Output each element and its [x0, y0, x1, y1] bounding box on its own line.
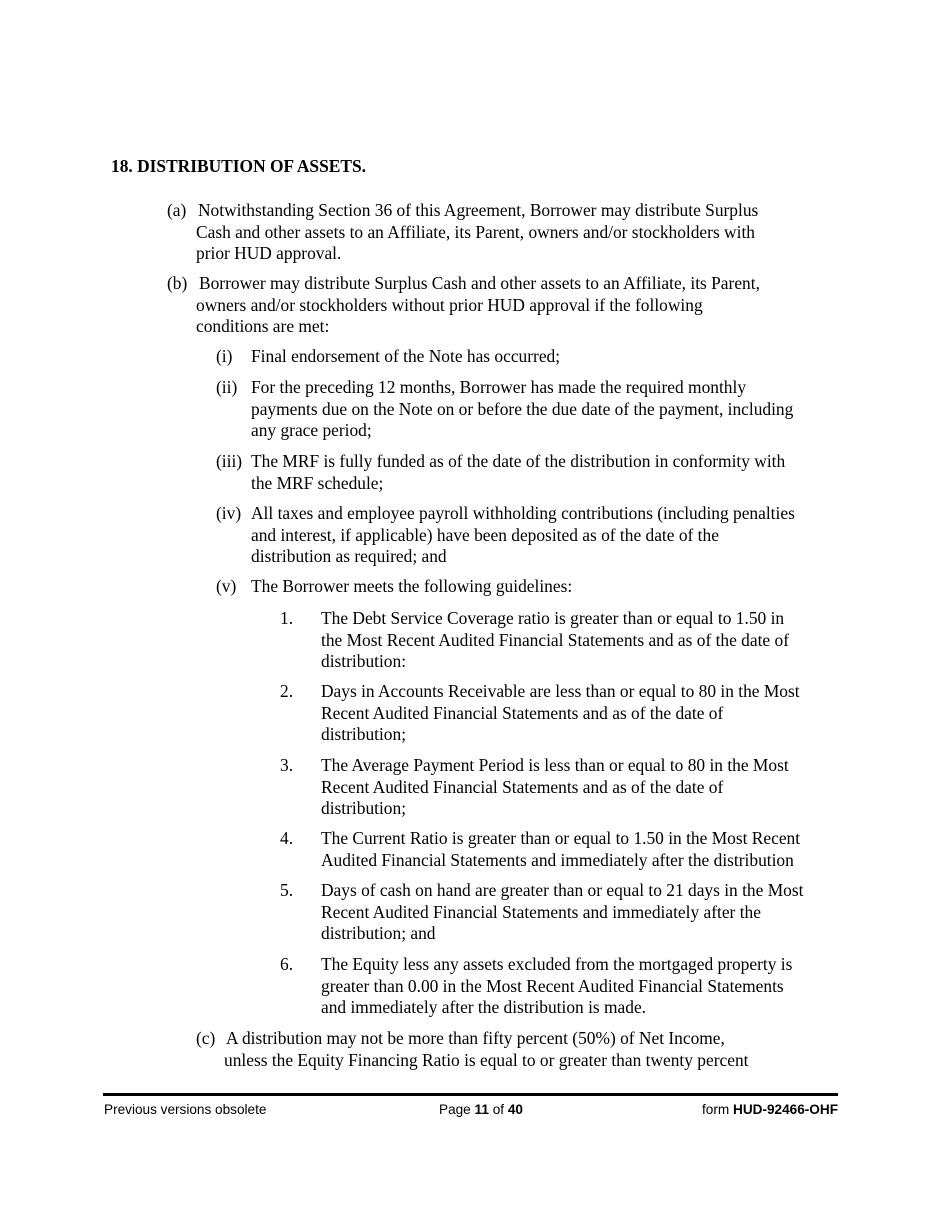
section-heading: 18. DISTRIBUTION OF ASSETS.: [111, 156, 366, 176]
para-b: [196, 273, 760, 338]
para-a-line: prior HUD approval.: [196, 243, 342, 264]
guideline-line: Audited Financial Statements and immediately after the distribution: [321, 849, 794, 870]
guideline-line: distribution;: [321, 724, 407, 745]
guideline-item: [321, 681, 800, 746]
condition-line: distribution as required; and: [251, 546, 447, 567]
condition-marker: (ii): [216, 377, 238, 397]
page-number: [439, 1101, 523, 1118]
para-a-line: Notwithstanding Section 36 of this Agreement, Borrower may distribute Surplus: [198, 200, 759, 220]
para-c-line: A distribution may not be more than fifty percent (50%) of Net Income,: [226, 1028, 725, 1048]
para-c-line: unless the Equity Financing Ratio is equal to or greater than twenty percent: [224, 1049, 749, 1070]
condition-item: [251, 451, 785, 494]
guideline-number: 1.: [280, 608, 294, 628]
para-b-line: conditions are met:: [196, 316, 330, 337]
guideline-item: [321, 954, 792, 1019]
para-b-line: owners and/or stockholders without prior HUD approval if the following: [196, 294, 703, 315]
guideline-number: 6.: [280, 954, 294, 974]
guideline-line: Days in Accounts Receivable are less than or equal to 80 in the Most: [321, 681, 800, 701]
guideline-number: 4.: [280, 828, 294, 848]
guideline-line: distribution; and: [321, 923, 436, 944]
guideline-line: Recent Audited Financial Statements and immediately after the: [321, 901, 761, 922]
condition-marker: (v): [216, 576, 237, 596]
condition-marker: (iv): [216, 503, 242, 523]
guideline-line: Recent Audited Financial Statements and as of the date of: [321, 776, 724, 797]
condition-line: For the preceding 12 months, Borrower has made the required monthly: [251, 377, 747, 397]
form-prefix: form: [702, 1102, 730, 1117]
page-prefix: Page: [439, 1102, 471, 1117]
guideline-item: [321, 828, 800, 871]
guideline-line: The Average Payment Period is less than or equal to 80 in the Most: [321, 755, 789, 775]
para-a-line: Cash and other assets to an Affiliate, its Parent, owners and/or stockholders with: [196, 221, 755, 242]
guideline-line: The Debt Service Coverage ratio is greater than or equal to 1.50 in: [321, 608, 785, 628]
page-total: 40: [507, 1102, 523, 1117]
guideline-line: distribution;: [321, 798, 407, 819]
guideline-number: 3.: [280, 755, 294, 775]
guideline-line: Days of cash on hand are greater than or equal to 21 days in the Most: [321, 880, 804, 900]
condition-item: [251, 503, 795, 568]
guideline-line: Recent Audited Financial Statements and as of the date of: [321, 702, 724, 723]
footer-rule: [103, 1093, 838, 1096]
condition-item: [251, 377, 793, 442]
form-number: [702, 1101, 838, 1118]
para-b-marker: (b): [167, 273, 188, 293]
guideline-number: 2.: [280, 681, 294, 701]
para-b-line: Borrower may distribute Surplus Cash and other assets to an Affiliate, its Parent,: [199, 273, 760, 293]
guideline-line: The Current Ratio is greater than or equal to 1.50 in the Most Recent: [321, 828, 801, 848]
para-c: [224, 1028, 748, 1071]
para-a: [196, 200, 758, 265]
condition-line: The MRF is fully funded as of the date of the distribution in conformity with: [251, 451, 786, 471]
condition-marker: (iii): [216, 451, 243, 471]
condition-marker: (i): [216, 346, 233, 366]
guideline-line: the Most Recent Audited Financial Statements and as of the date of: [321, 629, 789, 650]
guideline-line: distribution:: [321, 651, 407, 672]
condition-item: [251, 576, 572, 598]
condition-item: [251, 346, 560, 368]
page-of: of: [492, 1102, 505, 1117]
guideline-item: [321, 608, 789, 673]
condition-line: payments due on the Note on or before the due date of the payment, including: [251, 398, 794, 419]
condition-line: and interest, if applicable) have been deposited as of the date of the: [251, 524, 719, 545]
guideline-item: [321, 755, 789, 820]
guideline-line: greater than 0.00 in the Most Recent Audited Financial Statements: [321, 975, 784, 996]
condition-line: any grace period;: [251, 420, 372, 441]
guideline-line: and immediately after the distribution is made.: [321, 997, 647, 1018]
para-c-marker: (c): [196, 1028, 216, 1048]
condition-line: The Borrower meets the following guidelines:: [251, 576, 573, 596]
condition-line: the MRF schedule;: [251, 472, 384, 493]
condition-line: Final endorsement of the Note has occurred;: [251, 346, 561, 366]
page-current: 11: [474, 1102, 489, 1117]
guideline-item: [321, 880, 803, 945]
guideline-line: The Equity less any assets excluded from the mortgaged property is: [321, 954, 793, 974]
footer-left-note: Previous versions obsolete: [104, 1102, 267, 1117]
condition-line: All taxes and employee payroll withholding contributions (including penalties: [251, 503, 795, 523]
para-a-marker: (a): [167, 200, 187, 220]
form-id: HUD-92466-OHF: [733, 1102, 838, 1117]
guideline-number: 5.: [280, 880, 294, 900]
